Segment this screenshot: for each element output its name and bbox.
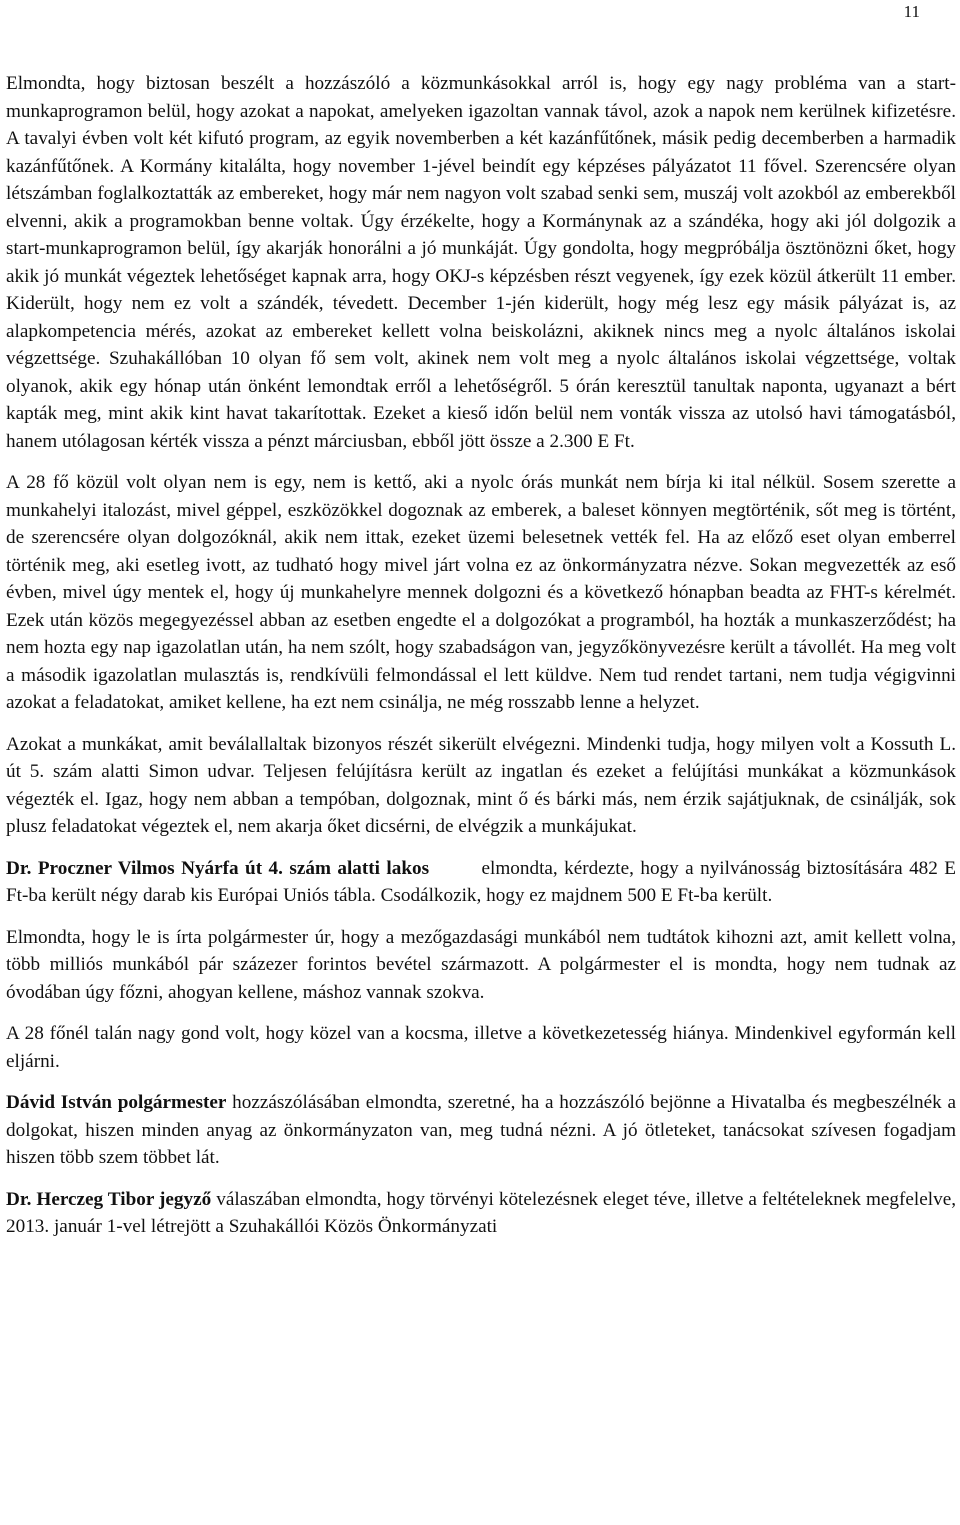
paragraph-4 [6, 855, 956, 910]
speaker-name: Dr. Proczner Vilmos Nyárfa út 4. szám alatti lakos [6, 857, 430, 879]
paragraph-6 [6, 1020, 956, 1075]
paragraph-8 [6, 1186, 956, 1241]
paragraph-text: hozzászólásában elmondta, szeretné, ha a hozzászóló bejönne a Hivatalba és megbeszélnék a dolgokat, hiszen minden anyag az önkormányzaton van, meg tudná nézni. A jó ötleteket, tanácsokat szívesen fogadjam hiszen több szem többet lát. [6, 1092, 956, 1168]
paragraph-3 [6, 731, 956, 841]
paragraph-text: Elmondta, hogy biztosan beszélt a hozzászóló a közmunkásokkal arról is, hogy egy nagy probléma van a start-munkaprogramon belül, hogy azokat a napokat, amelyeken igazoltan vannak távol, azok a napok nem kerülnek kifizetésre. A tavalyi évben volt két kifutó program, az egyik novemberben a két kazánfűtőnek, másik pedig decemberben a harmadik kazánfűtőnek. A Kormány kitalálta, hogy november 1-jével beindít egy képzéses pályázatot 11 fővel. Szerencsére olyan létszámban foglalkoztatták az embereket, hogy már nem nagyon volt szabad senki sem, muszáj volt azokból az emberekből elvenni, akik a programokban benne voltak. Úgy érzékelte, hogy a Kormánynak az a szándéka, hogy aki jól dolgozik a start-munkaprogramon belül, így akarják honorálni a jó munkáját. Úgy gondolta, hogy megpróbálja ösztönözni őket, hogy akik jó munkát végeztek lehetőséget kapnak arra, hogy OKJ-s képzésben részt vegyenek, így ezek közül átkerült 11 ember. Kiderült, hogy nem ez volt a szándék, tévedett. December 1-jén kiderült, hogy még lesz egy másik pályázat is, az alapkompetencia mérés, azokat az embereket kellett volna beiskolázni, akiknek nincs meg a nyolc általános iskolai végzettsége. Szuhakállóban 10 olyan fő sem volt, akinek nem volt meg a nyolc általános iskolai végzettsége, voltak olyanok, akik egy hónap után önként lemondtak erről a lehetőségről. 5 órán keresztül tanultak naponta, ugyanazt a bért kapták meg, mint akik kint havat takarítottak. Ezeket a kieső időn belül nem vonták vissza az utolsó havi támogatásból, hanem utólagosan kérték vissza a pénzt márciusban, ebből jött össze a 2.300 E Ft. [6, 73, 956, 452]
paragraph-text: A 28 fő közül volt olyan nem is egy, nem is kettő, aki a nyolc órás munkát nem bírja ki ital nélkül. Sosem szerette a munkahelyi italozást, mivel géppel, eszközökkel dogoznak az emberek, a baleset könnyen megtörténik, sőt meg is történt, de szerencsére olyan dolgozóknál, akik nem ittak, ezeket üzemi belesetnek vették fel. Ha az előző eset olyan emberrel történik meg, aki esetleg ivott, az tudható hogy mivel járt volna ez az önkormányzatra nézve. Sokan megvezették az eső évben, mivel úgy mentek el, hogy új munkahelyre mennek dolgozni és a következő hónapban beadta az FHT-s kérelmét. Ezek után közös megegyezéssel abban az esetben engedte el a dolgozókat a programból, ha hozták a munkaszerződést; ha nem hozta egy nap igazolatlan után, ha nem szólt, hogy szabadságon van, jegyzőkönyvezésre került a távollét. Ha meg volt a második igazolatlan mulasztás is, rendkívüli felmondással el lett küldve. Nem tud rendet tartani, nem tudja végigvinni azokat a feladatokat, amiket kellene, ha ezt nem csinálja, ne még rosszabb lenne a helyzet. [6, 472, 956, 713]
document-body [6, 70, 956, 1255]
paragraph-1 [6, 70, 956, 455]
paragraph-text: Azokat a munkákat, amit beválallaltak bizonyos részét sikerült elvégezni. Mindenki tudja, hogy milyen volt a Kossuth L. út 5. szám alatti Simon udvar. Teljesen felújításra került az ingatlan és ezeket a felújítási munkákat a közmunkások végezték el. Igaz, hogy nem abban a tempóban, dolgoznak, mint ő és bárki más, nem érzik sajátjuknak, de csinálják, sok plusz feladatokat végeztek el, nem akarja őket dicsérni, de elvégzik a munkájukat. [6, 733, 956, 837]
paragraph-2 [6, 469, 956, 717]
paragraph-7 [6, 1089, 956, 1172]
paragraph-text: A 28 főnél talán nagy gond volt, hogy közel van a kocsma, illetve a következetesség hiánya. Mindenkivel egyformán kell eljárni. [6, 1023, 956, 1072]
paragraph-text: Elmondta, hogy le is írta polgármester úr, hogy a mezőgazdasági munkából nem tudtátok kihozni azt, amit kellett volna, több milliós munkából pár százezer forintos bevétel származott. A polgármester el is mondta, hogy nem tudnak az óvodában úgy főzni, ahogyan kellene, máshoz vannak szokva. [6, 926, 956, 1003]
speaker-name: Dávid István polgármester [6, 1092, 227, 1113]
page-number: 11 [903, 2, 920, 21]
paragraph-text: elmondta, kérdezte, hogy a nyilvánosság biztosítására 482 E Ft-ba került négy darab kis Európai Uniós tábla. Csodálkozik, hogy ez majdnem 500 E Ft-ba került. [6, 857, 957, 906]
speaker-name: Dr. Herczeg Tibor jegyző [6, 1188, 212, 1210]
paragraph-5 [6, 924, 956, 1007]
paragraph-text: válaszában elmondta, hogy törvényi kötelezésnek eleget téve, illetve a feltételeknek megfelelve, 2013. január 1-vel létrejött a Szuhakállói Közös Önkormányzati [6, 1188, 957, 1237]
